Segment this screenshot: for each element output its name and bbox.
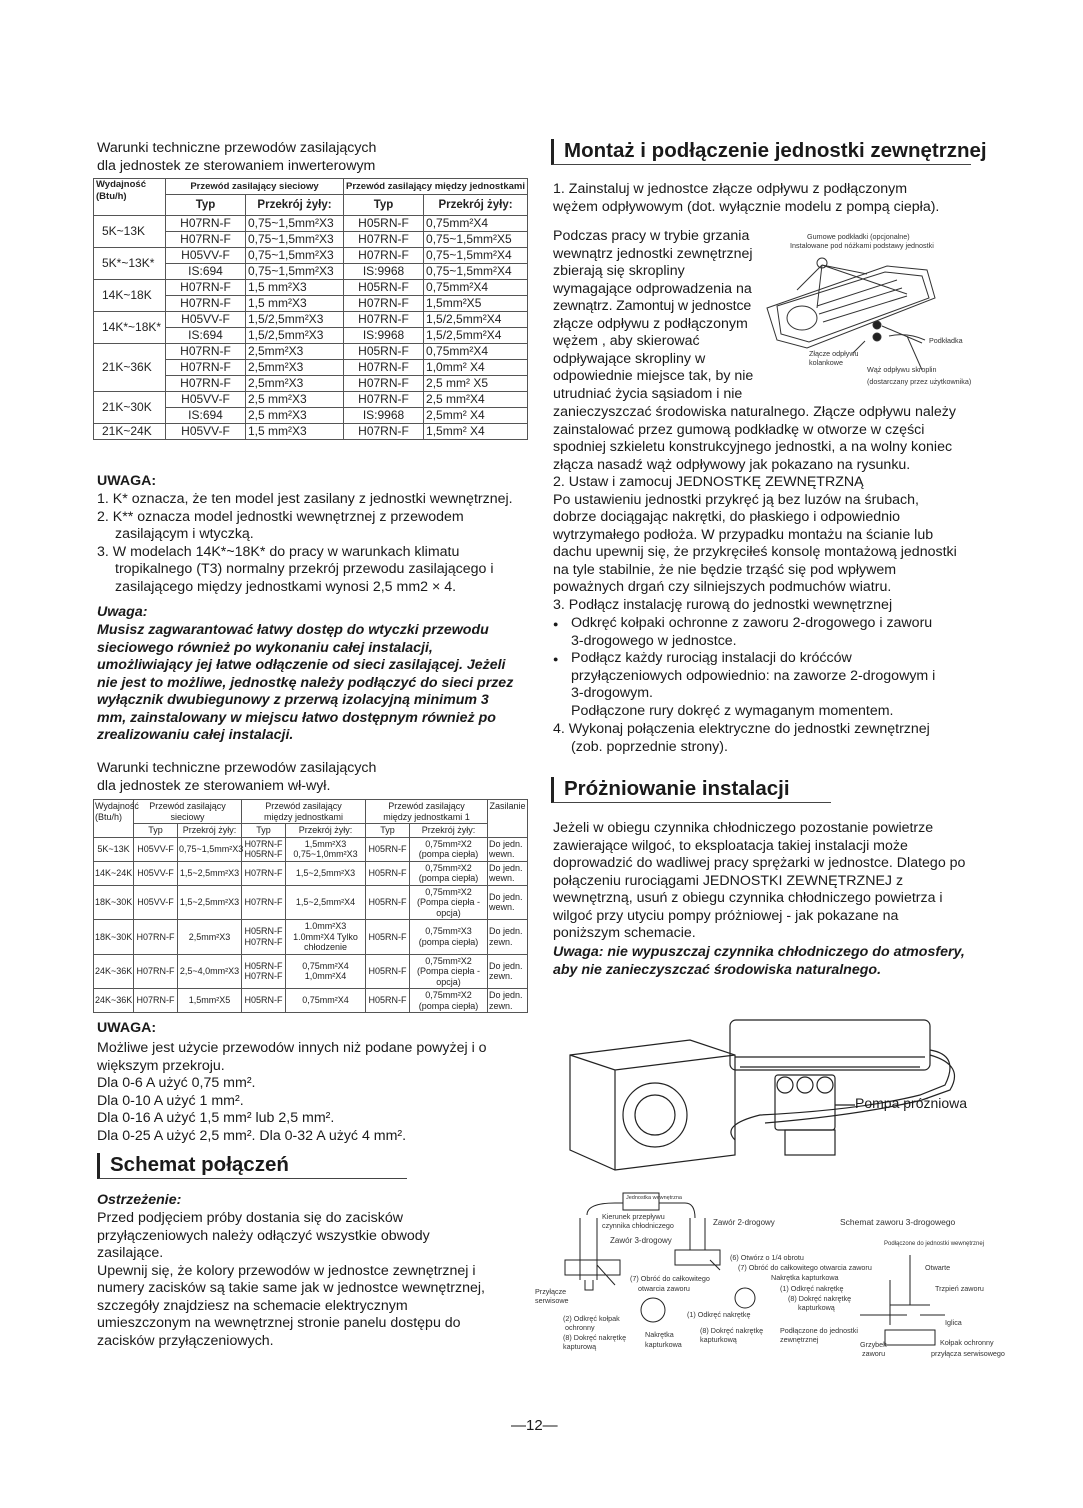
table-cell: 24K~36K [94,954,134,989]
label-tight8: (8) Dokręć nakrętkę [700,1326,764,1335]
text-line: nie jest to możliwe, jednostkę należy podłączyć do sieci przez [97,674,514,691]
table-cell: 0,75~1,5mm²X3 [246,216,344,232]
label-pads: Gumowe podkładki (opcjonalne) [807,232,910,241]
table-cell: 14K*~18K* [94,312,166,344]
table-cell: IS:694 [166,264,246,280]
table-row [94,885,528,920]
table-row [94,920,528,955]
bullet-text: Podłącz każdy rurociąg instalacji do króćców [571,650,852,666]
table-cell: H07RN-F H05RN-F [242,837,286,861]
mount-step4 [553,721,930,756]
text-line: dobrze dociągając nakrętki, do płaskiego i odpowiednio [553,509,901,525]
label-to-indoor: Podłączone do jednostki wewnętrznej [884,1241,985,1247]
table-cell: H07RN-F [166,232,246,248]
table-cell: IS:9968 [344,408,424,424]
mount-bullets [553,615,935,720]
label-3way-schema: Schemat zaworu 3-drogowego [840,1217,956,1227]
table-cell: H07RN-F [134,920,178,955]
onoff-cable-table [93,799,528,1013]
table-cell: 0,75~1,5mm²X3 [178,837,242,861]
label-cap2b: ochronny [565,1323,595,1332]
table-row [94,248,528,264]
text-line: 3-drogowym. [571,685,654,701]
text-line: większym przekroju. [97,1057,225,1074]
label-open: Otwarte [925,1263,951,1272]
text-line: Uwaga: nie wypuszczaj czynnika chłodniczego do atmosfery, [553,944,965,960]
label-stem: Trzpień zaworu [935,1284,984,1293]
table-cell: 14K~18K [94,280,166,312]
table-cell: 5K*~13K* [94,248,166,280]
table-cell: 1,5~2,5mm²X3 [286,861,366,885]
vacuum-pump-label: Pompa próżniowa [855,1095,968,1111]
table-cell: 21K~30K [94,392,166,424]
table-cell: H05RN-F [242,989,286,1013]
table-cell: Przekrój żyły: [178,824,242,838]
text-line: dachu upewnij się, że przykręciłeś konsolę montażową jednostki [553,544,957,560]
table-cell: 18K~30K [94,885,134,920]
table-cell: H05RN-F [366,861,410,885]
table-cell: Przewód zasilający między jednostkami [344,179,528,195]
vacuum-illustration [560,1015,980,1175]
vacuum-text [553,820,965,943]
heading-vacuum: Próżniowanie instalacji [551,777,831,803]
table-cell: 0,75mm²X2 (Pompa ciepła - opcja) [410,885,488,920]
text-line: odpowiednie miejsce tak, by nie [553,368,754,384]
table-row [94,824,528,838]
text-line: przyłączeniowych odpowiednio: na zaworze 2-drogowym i [571,667,936,684]
table-cell: 0,75~1,5mm²X3 [246,232,344,248]
text-line: Musisz zagwarantować łatwy dostęp do wtyczki przewodu [97,622,489,638]
table-cell: H05VV-F [134,885,178,920]
text-line: (zob. poprzednie strony). [571,738,728,755]
text-line: Po ustawieniu jednostki przykręć ją bez luzów na śrubach, [553,491,919,508]
text-line: Warunki techniczne przewodów zasilających [97,760,377,776]
table-cell: 2,5mm²X3 [178,920,242,955]
label-flow2: czynnika chłodniczego [602,1221,674,1230]
table-cell: H05RN-F [344,216,424,232]
text-line: Przed podjęciem próby dostania się do zacisków [97,1210,403,1226]
label-core2: zaworu [862,1349,886,1358]
label-nutb: kapturkowa [645,1340,682,1349]
table-cell: Wydajność (Btu/h) [94,800,134,838]
table-row [94,800,528,824]
text-line: szczegóły znajdziesz na schemacie elektrycznym [97,1297,408,1314]
table-cell: H05RN-F H07RN-F [242,920,286,955]
table-cell: Przewód zasilający sieciowy [166,179,344,195]
label-open6: (6) Otwórz o 1/4 obrotu [730,1253,804,1262]
text-line: 3. W modelach 14K*~18K* do pracy w warunkach klimatu [97,543,460,560]
label-cap8: (8) Dokręć nakrętkę [563,1333,627,1342]
table-cell: H07RN-F [344,392,424,408]
inverter-cable-table [93,178,528,440]
text-line: utrudniać życia sąsiadom i nie [553,385,743,402]
label-core: Grzybek [860,1340,887,1349]
table-cell: 2,5 mm²X3 [246,392,344,408]
text-line: 3. Podłącz instalację rurową do jednostki wewnętrznej [553,596,893,613]
table-cell: 2,5mm²X3 [246,344,344,360]
text-line: doprowadzić do wadliwej pracy sprężarki w jednostce. Dlatego po [553,855,966,871]
table-cell: 2,5 mm² X5 [424,376,528,392]
text-line: przyłączeniowych należy odłączyć wszystkie obwody [97,1227,430,1244]
text-line: Jeżeli w obiegu czynnika chłodniczego pozostanie powietrze [553,820,934,836]
text-line: wężem , aby skierować [553,333,700,349]
table-cell: 0,75~1,5mm²X4 [424,248,528,264]
table-cell: IS:9968 [344,264,424,280]
label-tight8b: kapturkową [700,1335,737,1344]
label-nut: Nakrętka [645,1330,674,1339]
text-line [553,615,932,633]
table-cell: H07RN-F [242,861,286,885]
outdoor-base-illustration [757,228,997,388]
table-row [94,954,528,989]
text-line: dla jednostek ze sterowaniem inwerterowym [97,157,376,174]
label-pads2: Instalowane pod nóżkami podstawy jednostki [790,241,934,250]
text-line: 4. Wykonaj połączenia elektryczne do jednostki zewnętrznej [553,721,930,737]
label-indoor-unit: Jednostka wewnętrzna [626,1195,682,1201]
table-cell: Zasilanie [488,800,528,838]
table-row [94,280,528,296]
table-cell: 0,75mm²X2 (pompa ciepła) [410,861,488,885]
text-line: zawierające wilgoć, to eksploatacja takiej instalacji może [553,837,908,854]
text-line: umieszczonym na wewnętrznej stronie panelu dostępu do [97,1315,461,1331]
text-line: tropikalnego (T3) normalny przekrój przewodu zasilającego i [115,561,494,577]
valve-diagram [535,1190,1005,1390]
caution-text [97,1210,485,1350]
label-elbow2: kolankowe [809,358,843,367]
table-row [94,179,528,195]
table-cell: Wydajność (Btu/h) [94,179,166,216]
table-cell: 0,75mm²X4 [424,344,528,360]
text-line: zainstalować przez gumową podkładkę w otworze w części [553,421,925,438]
bullet-text: Odkręć kołpaki ochronne z zaworu 2-drogowego i zaworu [571,615,933,631]
table-cell: 0,75~1,5mm²X4 [424,264,528,280]
table-cell: Do jedn. wewn. [488,885,528,920]
table-cell: Typ [134,824,178,838]
table-cell: 5K~13K [94,837,134,861]
table-cell: IS:694 [166,328,246,344]
table-cell: H07RN-F [166,344,246,360]
table-row [94,989,528,1013]
text-line: złącze odpływu z podłączonym [553,315,748,332]
label-service2: serwisowe [535,1296,569,1305]
table-cell: H07RN-F [344,360,424,376]
table-cell: 1,5~2,5mm²X4 [286,885,366,920]
note1-list [97,491,513,596]
table-cell: H07RN-F [134,989,178,1013]
table-cell: 21K~36K [94,344,166,392]
table-cell: H07RN-F [344,424,424,440]
label-washer: Podkładka [929,336,963,345]
table-cell: 2,5 mm²X4 [424,392,528,408]
table-row [94,424,528,440]
table-cell: H07RN-F [344,296,424,312]
table-cell: 1,5mm² X4 [424,424,528,440]
table-cell: H07RN-F [166,360,246,376]
table-cell: H05VV-F [166,312,246,328]
text-line: Upewnij się, że kolory przewodów w jednostce zewnętrznej i [97,1262,476,1279]
table-cell: H05RN-F [366,920,410,955]
table-cell: 0,75mm²X2 (pompa ciepła) [410,837,488,861]
text-line: zasilające. [97,1245,164,1261]
table-cell: 1,5mm²X5 [424,296,528,312]
text-line: umożliwiający jej łatwe odłączenie od sieci zasilającej. Jeżeli [97,657,506,673]
text-line: złącza nasadź wąż odpływowy jak pokazano na rysunku. [553,456,911,473]
table-cell: H05VV-F [166,392,246,408]
table-cell: H07RN-F [134,954,178,989]
table-cell: H07RN-F [166,216,246,232]
mount-step1 [553,181,939,216]
warning-title: Uwaga: [97,604,148,620]
table-cell: 1.0mm²X3 1.0mm²X4 Tylko chłodzenie [286,920,366,955]
table-cell: 0,75~1,5mm²X5 [424,232,528,248]
label-outdoor2: zewnętrznej [780,1335,819,1344]
table-cell: Przekrój żyły: [286,824,366,838]
table-cell: H07RN-F [344,376,424,392]
table-cell: 0,75mm²X4 [424,216,528,232]
label-turn7b: otwarcia zaworu [638,1284,690,1293]
bullet-icon: ● [553,619,559,629]
table-cell: Do jedn. zewn. [488,989,528,1013]
text-line: zrealizowaniu całej instalacji. [97,727,294,743]
table-cell: 1,5 mm²X3 [246,424,344,440]
label-elbow: Złącze odpływu [809,349,859,358]
heading-outdoor-mount: Montaż i podłączenie jednostki zewnętrznej [551,139,971,165]
label-unscrew1r: (1) Odkręć nakrętkę [780,1284,844,1293]
table-cell: 0,75mm²X4 1,0mm²X4 [286,954,366,989]
table-cell: Typ [242,824,286,838]
table-cell: H05VV-F [166,248,246,264]
table-cell: IS:694 [166,408,246,424]
text-line: Dla 0-6 A użyć 0,75 mm². [97,1075,256,1091]
table-cell: 0,75mm²X2 (Pompa ciepła - opcja) [410,954,488,989]
label-svcap2: przyłącza serwisowego [931,1349,1005,1358]
table-row [94,392,528,408]
text-line: 1. K* oznacza, że ten model jest zasilany z jednostki wewnętrznej. [97,491,513,507]
table-cell: 1,5/2,5mm²X4 [424,312,528,328]
label-service: Przyłącze [535,1287,567,1296]
text-line: poważnych drgań czy silniejszych podmuchów wiatru. [553,579,892,595]
intro-onoff [97,760,376,795]
table-cell: H05RN-F [366,954,410,989]
table-cell: 1,5/2,5mm²X4 [424,328,528,344]
table-cell: 1,5 mm²X3 [246,296,344,312]
table-cell: 1,5 mm²X3 [246,280,344,296]
label-hose: Wąż odpływu skroplin [867,365,937,374]
table-cell: 5K~13K [94,216,166,248]
table-cell: Do jedn. zewn. [488,954,528,989]
text-line: wilgoć przy utyciu pompy próżniowej - jak pokazane na [553,907,899,924]
text-line: wewnątrz jednostki zewnętrznej [553,245,753,262]
text-line: Dla 0-10 A użyć 1 mm². [97,1092,244,1109]
note1-title: UWAGA: [97,473,157,489]
table-cell: Przekrój żyły: [410,824,488,838]
label-3way-valve: Zawór 3-drogowy [610,1236,672,1245]
table-cell: Przewód zasilający sieciowy [134,800,242,824]
table-cell: H07RN-F [344,232,424,248]
table-cell: 1,5mm²X3 0,75~1,0mm²X3 [286,837,366,861]
text-line: 1. Zainstaluj w jednostce złącze odpływu z podłączonym [553,181,908,197]
table-cell: 1,5~2,5mm²X3 [178,885,242,920]
table-cell: H07RN-F [344,312,424,328]
note2-title: UWAGA: [97,1020,157,1036]
table-cell: H05RN-F [366,837,410,861]
text-line: poniższym schemacie. [553,925,696,941]
text-line: Dla 0-25 A użyć 2,5 mm². Dla 0-32 A użyć 4 mm². [97,1127,407,1144]
label-flow: Kierunek przepływu [602,1212,665,1221]
text-line: połączeniu rurociągami JEDNOSTKI ZEWNĘTRZNEJ z [553,872,904,889]
label-hose2: (dostarczany przez użytkownika) [867,377,972,386]
table-cell: 2,5mm²X3 [246,376,344,392]
table-cell: H05VV-F [166,424,246,440]
label-tight8rb: kapturkową [798,1303,835,1312]
text-line: wężem odpływowym (dot. wyłącznie modelu z pompą ciepła). [553,198,940,215]
text-line: wymagające odprowadzenia na [553,280,752,297]
label-svcap: Kołpak ochronny [940,1338,994,1347]
text-line: wytrzymałego podłoża. W przypadku montażu na ścianie lub [553,526,934,543]
table-cell: 2,5~4,0mm²X3 [178,954,242,989]
label-tight8r: (8) Dokręć nakrętkę [788,1294,852,1303]
label-cap2: (2) Odkręć kołpak [563,1314,620,1323]
table-cell: Przewód zasilający między jednostkami [242,800,366,824]
table-cell: H07RN-F [344,248,424,264]
table-cell: Do jedn. wewn. [488,837,528,861]
table-cell: 1,5mm²X5 [178,989,242,1013]
text-line: zanieczyszczać środowiska naturalnego. Złącze odpływu należy [553,404,956,420]
table-cell: H07RN-F [166,296,246,312]
text-line: sieciowego również po wykonaniu całej instalacji, [97,639,433,656]
table-cell: 1,0mm² X4 [424,360,528,376]
text-line: dla jednostek ze sterowaniem wł-wył. [97,777,331,794]
text-line: Możliwe jest użycie przewodów innych niż podane powyżej i o [97,1040,487,1056]
table-cell: H05RN-F [344,280,424,296]
note2-text [97,1040,487,1145]
table-cell: H07RN-F [242,885,286,920]
table-cell: H05RN-F [366,989,410,1013]
drain-diagram [757,228,997,388]
label-cap8b: kapturową [563,1342,597,1351]
table-cell: IS:9968 [344,328,424,344]
table-cell: Przewód zasilający między jednostkami 1 [366,800,488,824]
text-line: zewnątrz. Zamontuj w jednostce [553,298,752,314]
table-row [94,837,528,861]
text-line: aby nie zanieczyszczać środowiska naturalnego. [553,961,882,978]
label-2way-valve: Zawór 2-drogowy [713,1218,775,1227]
text-line: mm, zainstalowany w miejscu łatwo dostępnym również po [97,709,496,726]
intro-inverter [97,140,376,175]
table-row [94,344,528,360]
table-cell: H07RN-F [166,376,246,392]
text-line: Warunki techniczne przewodów zasilających [97,140,377,156]
table-cell: 1,5/2,5mm²X3 [246,312,344,328]
text-line: zbierają się skropliny [553,263,685,279]
heading-wiring-schema: Schemat połączeń [97,1153,407,1179]
label-turn7r: (7) Obróć do całkowitego otwarcia zaworu [738,1263,872,1272]
table-cell: H05RN-F H07RN-F [242,954,286,989]
label-needle: Iglica [945,1318,962,1327]
table-cell: H05RN-F [344,344,424,360]
label-nutr: Nakrętka kapturkowa [771,1273,839,1282]
table-cell: Do jedn. zewn. [488,920,528,955]
table-cell: 18K~30K [94,920,134,955]
text-line: spodniej szkieletu konstrukcyjnego jednostki, a na wolny koniec [553,439,953,455]
table-cell: 0,75mm²X4 [424,280,528,296]
table-cell: H07RN-F [166,280,246,296]
table-cell: 2,5mm² X4 [424,408,528,424]
table-cell: H05VV-F [134,861,178,885]
table-cell: Do jedn. wewn. [488,861,528,885]
table-cell: 0,75mm²X2 (pompa ciepła) [410,989,488,1013]
text-line: zacisków przyłączeniowych. [97,1332,274,1349]
text-line: wyłącznik dwubiegunowy z przerwą izolacyjną minimum 3 [97,692,489,708]
label-outdoor: Podłączone do jednostki [780,1326,858,1335]
text-line: numery zacisków są takie same jak w jednostce wewnętrznej, [97,1280,485,1296]
table-cell: 0,75~1,5mm²X3 [246,248,344,264]
table-cell: 1,5~2,5mm²X3 [178,861,242,885]
text-line: zasilającym i wtyczką. [115,526,254,542]
table-row [94,312,528,328]
table-cell: 14K~24K [94,861,134,885]
text-line: na tyle stabilnie, że nie będzie trząść się pod wpływem [553,561,897,578]
bullet-icon: ● [553,654,559,664]
label-turn7: (7) Obróć do całkowitego [630,1274,710,1283]
table-cell: Przekrój żyły: [424,195,528,216]
table-cell: 24K~36K [94,989,134,1013]
caution-title: Ostrzeżenie: [97,1192,182,1208]
table-cell: 21K~24K [94,424,166,440]
table-cell: Typ [366,824,410,838]
table-cell: 2,5 mm²X3 [246,408,344,424]
table-row [94,216,528,232]
text-line: odpływające skropliny w [553,350,706,367]
table-cell: 2,5mm²X3 [246,360,344,376]
text-line [553,650,852,668]
table-cell: 1,5/2,5mm²X3 [246,328,344,344]
text-line: 2. K** oznacza model jednostki wewnętrznej z przewodem [97,508,464,525]
text-line: 3-drogowego w jednostce. [571,632,737,649]
text-line: Podłączone rury dokręć z wymaganym momentem. [571,702,894,719]
table-row [94,861,528,885]
warning-text [97,622,513,745]
vacuum-warning [553,944,965,979]
mount-text [553,404,957,614]
table-cell: 0,75mm²X4 [286,989,366,1013]
label-unscrew1: (1) Odkręć nakrętkę [687,1310,751,1319]
mount-drain-text [553,228,753,403]
table-cell: 0,75mm²X3 (pompa ciepła) [410,920,488,955]
text-line: 2. Ustaw i zamocuj JEDNOSTKĘ ZEWNĘTRZNĄ [553,474,864,490]
table-cell: 0,75~1,5mm²X3 [246,264,344,280]
text-line: wewnętrzną, usuń z obiegu czynnika chłodniczego powietrza i [553,890,943,906]
table-cell: Typ [166,195,246,216]
table-cell: H05VV-F [134,837,178,861]
table-cell: Przekrój żyły: [246,195,344,216]
table-cell: Typ [344,195,424,216]
table-cell: H05RN-F [366,885,410,920]
page-number: —12— [511,1417,558,1434]
text-line: zasilającego między jednostkami wynosi 2,5 mm2 × 4. [115,578,457,595]
text-line: Dla 0-16 A użyć 1,5 mm² lub 2,5 mm². [97,1110,335,1126]
text-line: Podczas pracy w trybie grzania [553,228,750,244]
